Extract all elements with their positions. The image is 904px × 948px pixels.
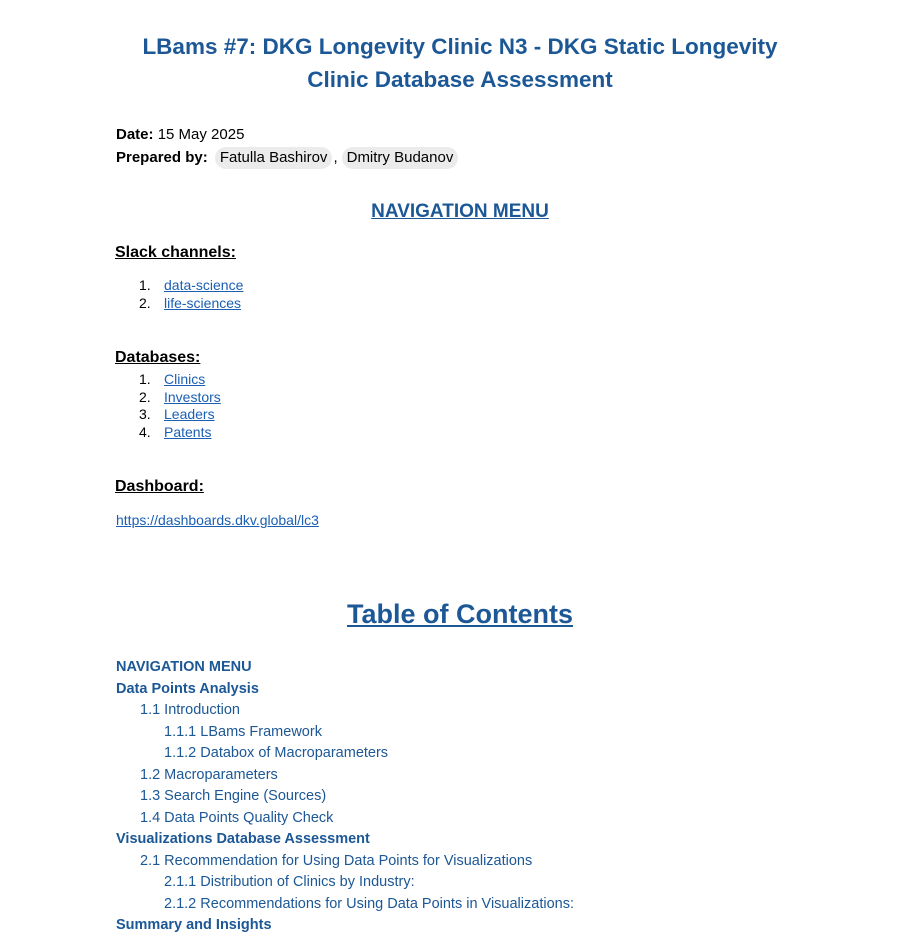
toc-entry[interactable]: Visualizations Database Assessment (116, 831, 370, 847)
toc-entry[interactable]: 1.4 Data Points Quality Check (140, 809, 334, 826)
databases-heading: Databases: (115, 349, 201, 366)
database-link[interactable]: Patents (164, 424, 212, 441)
list-item (116, 277, 243, 295)
database-list (116, 371, 221, 442)
date-line (116, 124, 244, 146)
list-number: 2. (139, 294, 151, 311)
slack-channel-link[interactable]: life-sciences (164, 294, 242, 311)
toc-entry[interactable]: 2.1.2 Recommendations for Using Data Points in Visualizations: (164, 895, 574, 912)
dashboard-link[interactable]: https://dashboards.dkv.global/lc3 (116, 512, 319, 528)
slack-channels-heading: Slack channels: (115, 244, 236, 261)
toc-entry[interactable]: 1.1.2 Databox of Macroparameters (164, 745, 389, 761)
author-chip[interactable]: Fatulla Bashirov (215, 147, 333, 169)
list-item (116, 295, 243, 313)
toc-entry[interactable]: NAVIGATION MENU (116, 659, 252, 675)
database-link[interactable]: Investors (164, 388, 221, 405)
toc-entry[interactable]: Summary and Insights (116, 917, 272, 933)
list-number: 3. (139, 406, 151, 423)
toc-entry[interactable]: 2.1.1 Distribution of Clinics by Industry: (164, 874, 415, 890)
prepared-by-label: Prepared by: (116, 149, 208, 166)
author-chip[interactable]: Dmitry Budanov (342, 147, 459, 169)
document-title: LBams #7: DKG Longevity Clinic N3 - DKG Static Longevity Clinic Database Assessment (142, 34, 778, 92)
list-item (116, 371, 221, 389)
navigation-menu-heading: NAVIGATION MENU (371, 201, 549, 222)
date-label: Date: (116, 126, 154, 143)
toc-entry[interactable]: 1.1.1 LBams Framework (164, 723, 322, 740)
dashboard-heading: Dashboard: (115, 478, 204, 495)
list-number: 4. (139, 424, 151, 441)
toc-entry[interactable]: 1.1 Introduction (140, 702, 240, 718)
date-value: 15 May 2025 (157, 126, 245, 143)
dashboard-link-line (116, 510, 319, 530)
author-separator: , (333, 149, 338, 166)
toc-entry[interactable]: Data Points Analysis (116, 680, 259, 697)
table-of-contents-heading: Table of Contents (347, 599, 573, 629)
database-link[interactable]: Clinics (164, 371, 206, 387)
list-item (116, 389, 221, 407)
list-item (116, 406, 221, 424)
database-link[interactable]: Leaders (164, 406, 215, 423)
list-number: 1. (139, 371, 151, 387)
table-of-contents (116, 657, 574, 937)
list-number: 1. (139, 277, 151, 293)
toc-entry[interactable]: 1.2 Macroparameters (140, 766, 278, 783)
toc-entry[interactable]: 1.3 Search Engine (Sources) (140, 788, 327, 804)
slack-channel-list (116, 277, 243, 312)
toc-entry[interactable]: 2.1 Recommendation for Using Data Points for Visualizations (140, 852, 533, 869)
list-item (116, 424, 221, 442)
prepared-by-line (116, 147, 458, 169)
slack-channel-link[interactable]: data-science (164, 277, 244, 293)
list-number: 2. (139, 388, 151, 405)
